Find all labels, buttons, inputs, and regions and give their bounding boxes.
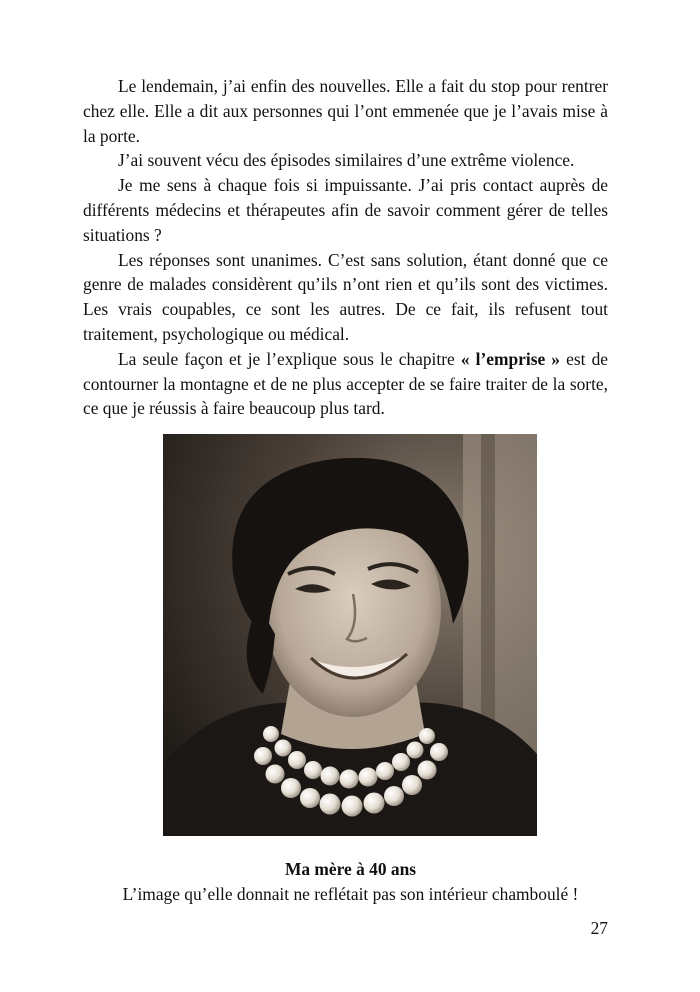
paragraph-5-end: est de contourner la montagne et de ne plus accepter de se faire traiter de la sorte, ce que je réussis à faire beaucoup plus tard. [83,348,608,419]
portrait-photo [163,434,537,836]
chapter-reference: « l’emprise » [460,348,561,369]
paragraph-5 [83,347,608,421]
body-text [83,74,608,421]
paragraph-4: Les réponses sont unanimes. C’est sans solution, étant donné que ce genre de malades considèrent qu’ils n’ont rien et qu’ils sont des victimes. Les vrais coupables, ce sont les autres. De ce fait, ils refusent tout traitement, psychologique ou médical. [83,249,608,344]
paragraph-1: Le lendemain, j’ai enfin des nouvelles. Elle a fait du stop pour rentrer chez elle. Elle a dit aux personnes qui l’ont emmenée que je l’avais mise à la porte. [83,76,608,146]
portrait-illustration [163,434,537,836]
figure-caption-text: L’image qu’elle donnait ne reflétait pas son intérieur chamboulé ! [122,884,579,904]
paragraph-5-start: La seule façon et je l’explique sous le chapitre [118,348,461,369]
paragraph-2: J’ai souvent vécu des épisodes similaires d’une extrême violence. [118,150,575,171]
figure-caption-title: Ma mère à 40 ans [284,859,417,879]
paragraph-3: Je me sens à chaque fois si impuissante. J’ai pris contact auprès de différents médecins et thérapeutes afin de savoir comment gérer de telles situations ? [83,175,608,245]
page-number: 27 [590,918,608,938]
